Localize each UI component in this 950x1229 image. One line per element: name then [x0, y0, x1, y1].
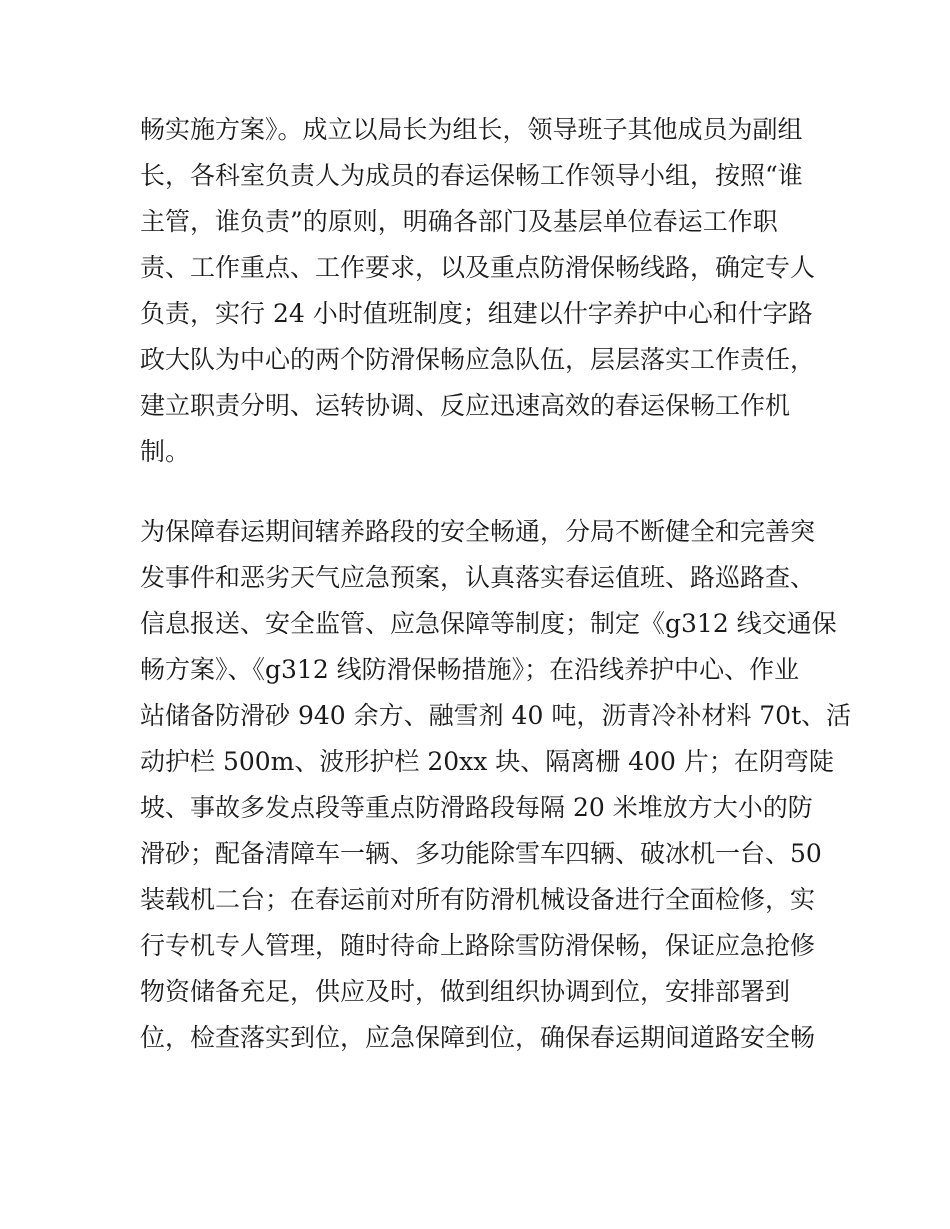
paragraph-2 — [140, 509, 852, 1061]
paragraph-line: 坡、事故多发点段等重点防滑路段每隔 20 米堆放方大小的防 — [140, 793, 813, 822]
paragraph-line: 主管，谁负责”的原则，明确各部门及基层单位春运工作职 — [140, 207, 778, 236]
paragraph-line: 为保障春运期间辖养路段的安全畅通，分局不断健全和完善突 — [140, 517, 816, 546]
paragraph-1 — [140, 107, 830, 475]
paragraph-line: 装载机二台；在春运前对所有防滑机械设备进行全面检修，实 — [140, 885, 816, 914]
paragraph-line: 制。 — [140, 437, 191, 466]
paragraph-line: 站储备防滑砂 940 余方、融雪剂 40 吨，沥青冷补材料 70t、活 — [140, 701, 852, 730]
paragraph-line: 畅实施方案》。成立以局长为组长，领导班子其他成员为副组 — [140, 115, 803, 144]
paragraph-line: 行专机专人管理，随时待命上路除雪防滑保畅，保证应急抢修 — [140, 931, 816, 960]
paragraph-line: 建立职责分明、运转协调、反应迅速高效的春运保畅工作机 — [140, 391, 791, 420]
paragraph-line: 位，检查落实到位，应急保障到位，确保春运期间道路安全畅 — [140, 1023, 816, 1052]
paragraph-line: 信息报送、安全监管、应急保障等制度；制定《g312 线交通保 — [140, 609, 837, 638]
paragraph-line: 政大队为中心的两个防滑保畅应急队伍，层层落实工作责任， — [140, 345, 816, 374]
paragraph-line: 长，各科室负责人为成员的春运保畅工作领导小组，按照“谁 — [140, 161, 803, 190]
paragraph-line: 物资储备充足，供应及时，做到组织协调到位，安排部署到 — [140, 977, 791, 1006]
paragraph-line: 责、工作重点、工作要求，以及重点防滑保畅线路，确定专人 — [140, 253, 816, 282]
paragraph-line: 发事件和恶劣天气应急预案，认真落实春运值班、路巡路查、 — [140, 563, 816, 592]
paragraph-line: 动护栏 500m、波形护栏 20xx 块、隔离栅 400 片；在阴弯陡 — [140, 747, 834, 776]
paragraph-line: 畅方案》、《g312 线防滑保畅措施》；在沿线养护中心、作业 — [140, 655, 800, 684]
paragraph-line: 负责，实行 24 小时值班制度；组建以什字养护中心和什字路 — [140, 299, 813, 328]
paragraph-line: 滑砂；配备清障车一辆、多功能除雪车四辆、破冰机一台、50 — [140, 839, 822, 868]
